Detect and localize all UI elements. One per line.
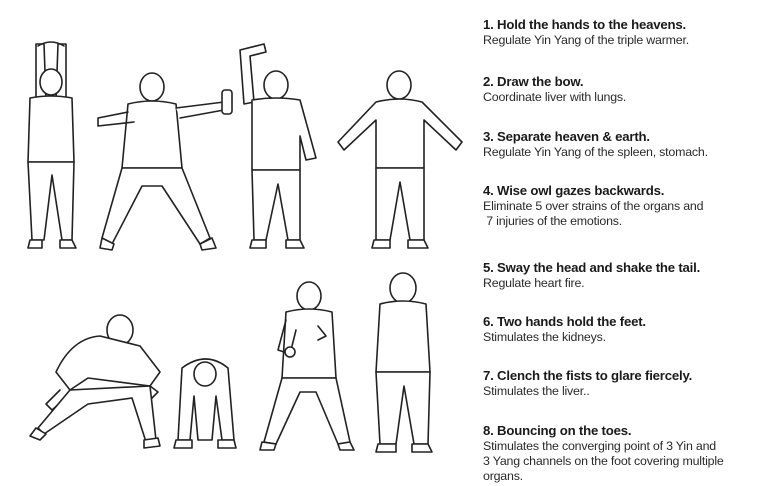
exercise-item-3 bbox=[483, 129, 708, 160]
exercise-title: 3. Separate heaven & earth. bbox=[483, 129, 650, 144]
exercise-item-8 bbox=[483, 423, 763, 484]
exercise-description: Stimulates the kidneys. bbox=[483, 330, 606, 344]
exercise-title: 4. Wise owl gazes backwards. bbox=[483, 183, 665, 198]
figure-4-wise-owl bbox=[338, 71, 462, 248]
exercise-description-line-3: organs. bbox=[483, 469, 523, 483]
figure-8-bouncing-toes bbox=[376, 273, 432, 452]
exercise-item-1 bbox=[483, 17, 689, 48]
figure-7-clench-fists bbox=[260, 282, 354, 450]
exercise-item-5 bbox=[483, 260, 700, 291]
figure-2-draw-the-bow bbox=[98, 73, 232, 250]
exercise-description-line-2: 7 injuries of the emotions. bbox=[483, 214, 623, 228]
exercise-title: 7. Clench the fists to glare fiercely. bbox=[483, 368, 693, 383]
exercise-description: Regulate Yin Yang of the spleen, stomach. bbox=[483, 145, 708, 159]
exercise-description: Regulate heart fire. bbox=[483, 276, 585, 290]
exercise-description: Coordinate liver with lungs. bbox=[483, 90, 627, 104]
exercise-title: 6. Two hands hold the feet. bbox=[483, 314, 646, 329]
exercise-item-6 bbox=[483, 314, 646, 345]
figure-1-hands-to-heavens bbox=[28, 42, 76, 248]
exercise-description: Stimulates the liver.. bbox=[483, 384, 590, 398]
exercise-item-4 bbox=[483, 183, 703, 229]
exercise-title: 8. Bouncing on the toes. bbox=[483, 423, 632, 438]
figure-3-separate-heaven-earth bbox=[240, 44, 316, 248]
exercise-item-2 bbox=[483, 74, 626, 105]
figure-6-hands-hold-feet bbox=[174, 359, 236, 448]
figure-5-sway-head bbox=[30, 315, 160, 448]
exercise-item-7 bbox=[483, 368, 692, 399]
exercise-description-line-2: 3 Yang channels on the foot covering multiple bbox=[483, 454, 724, 468]
exercise-description: Stimulates the converging point of 3 Yin and bbox=[483, 439, 716, 453]
exercise-description: Regulate Yin Yang of the triple warmer. bbox=[483, 33, 689, 47]
exercise-title: 5. Sway the head and shake the tail. bbox=[483, 260, 701, 275]
exercise-title: 2. Draw the bow. bbox=[483, 74, 584, 89]
exercise-description: Eliminate 5 over strains of the organs and bbox=[483, 199, 704, 213]
exercise-title: 1. Hold the hands to the heavens. bbox=[483, 17, 686, 32]
